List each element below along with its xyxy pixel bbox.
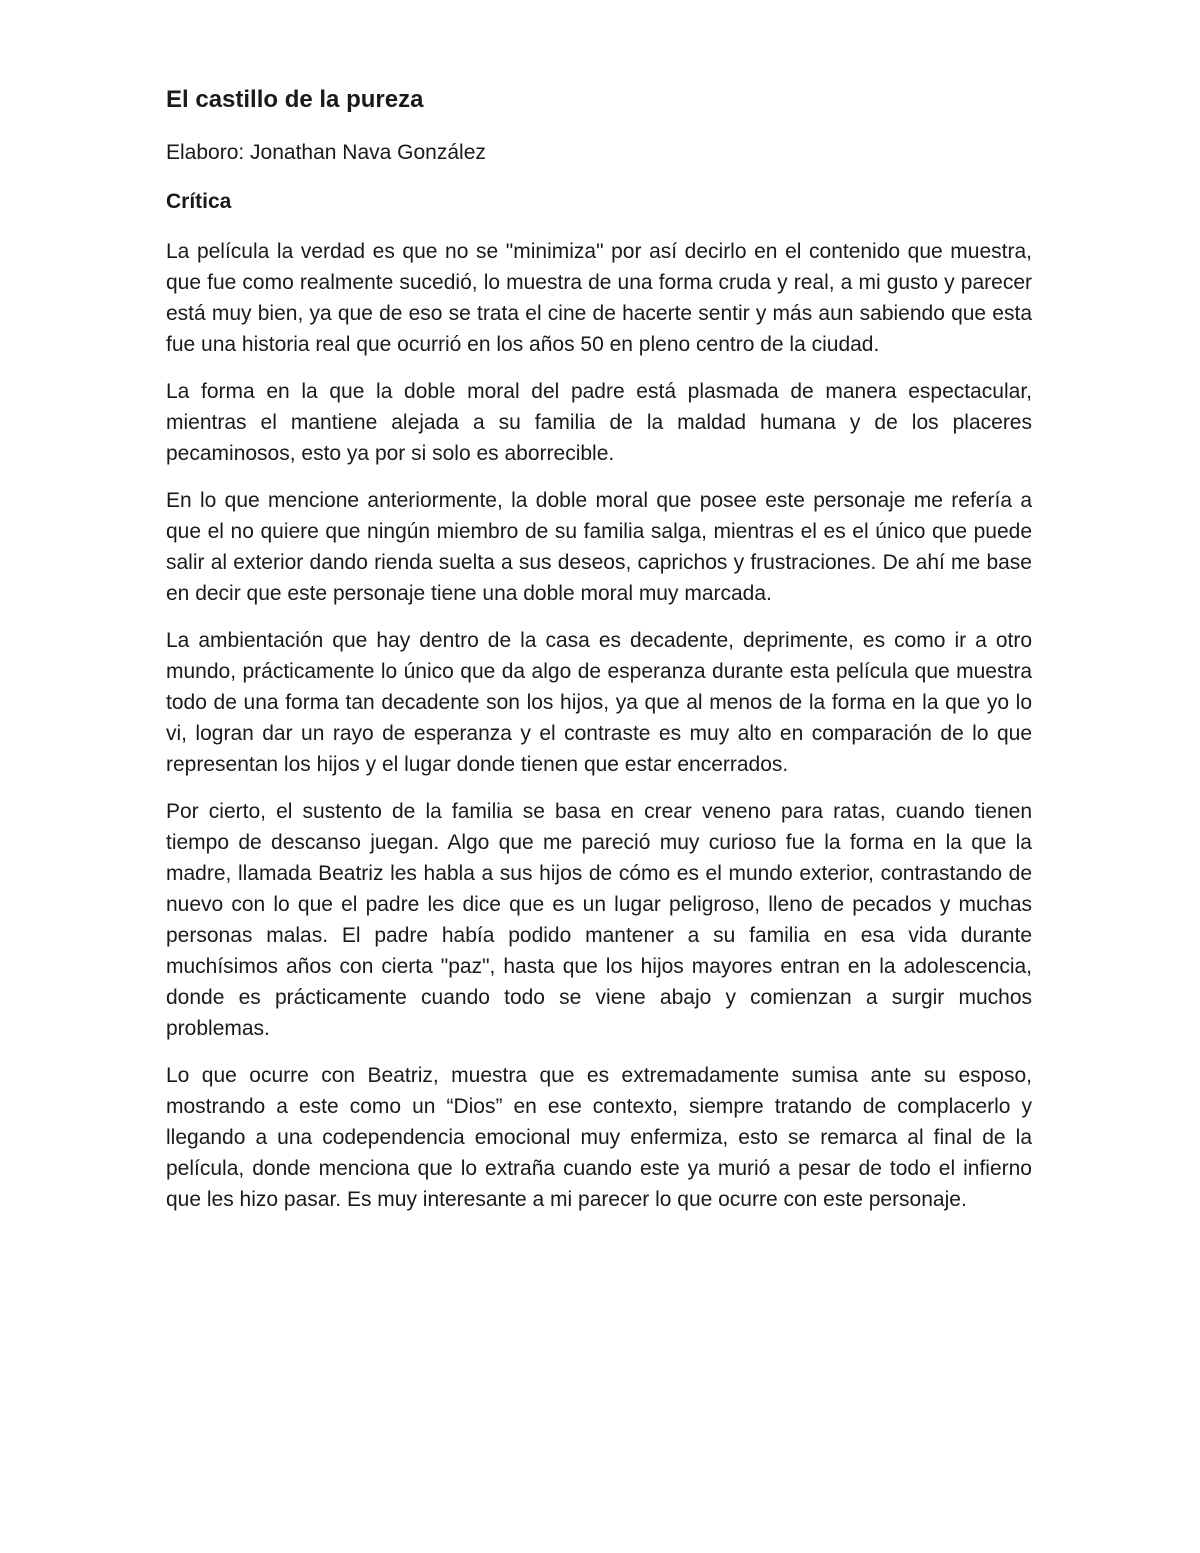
paragraph-1: La película la verdad es que no se "minimiza" por así decirlo en el contenido que muestra, que fue como realmente sucedió, lo muestra de una forma cruda y real, a mi gusto y parecer está muy bien, ya que de eso se trata el cine de hacerte sentir y más aun sabiendo que esta fue una historia real que ocurrió en los años 50 en pleno centro de la ciudad.	[166, 240, 1032, 356]
paragraph-2: La forma en la que la doble moral del padre está plasmada de manera espectacular, mientras el mantiene alejada a su familia de la maldad humana y de los placeres pecaminosos, esto ya por si solo es aborrecible.	[166, 380, 1032, 465]
paragraph-4: La ambientación que hay dentro de la casa es decadente, deprimente, es como ir a otro mundo, prácticamente lo único que da algo de esperanza durante esta película que muestra todo de una forma tan decadente son los hijos, ya que al menos de la forma en la que yo lo vi, logran dar un rayo de esperanza y el contraste es muy alto en comparación de lo que representan los hijos y el lugar donde tienen que estar encerrados.	[166, 629, 1032, 776]
document-page	[166, 84, 1032, 1215]
document-title: El castillo de la pureza	[166, 86, 424, 113]
section-heading: Crítica	[166, 190, 232, 213]
author-line: Elaboro: Jonathan Nava González	[166, 141, 486, 164]
paragraph-3: En lo que mencione anteriormente, la doble moral que posee este personaje me refería a que el no quiere que ningún miembro de su familia salga, mientras el es el único que puede salir al exterior dando rienda suelta a sus deseos, caprichos y frustraciones. De ahí me base en decir que este personaje tiene una doble moral muy marcada.	[166, 489, 1032, 605]
paragraph-5: Por cierto, el sustento de la familia se basa en crear veneno para ratas, cuando tienen tiempo de descanso juegan. Algo que me pareció muy curioso fue la forma en la que la madre, llamada Beatriz les habla a sus hijos de cómo es el mundo exterior, contrastando de nuevo con lo que el padre les dice que es un lugar peligroso, lleno de pecados y muchas personas malas. El padre había podido mantener a su familia en esa vida durante muchísimos años con cierta "paz", hasta que los hijos mayores entran en la adolescencia, donde es prácticamente cuando todo se viene abajo y comienzan a surgir muchos problemas.	[166, 800, 1032, 1040]
paragraph-6: Lo que ocurre con Beatriz, muestra que es extremadamente sumisa ante su esposo, mostrando a este como un “Dios” en ese contexto, siempre tratando de complacerlo y llegando a una codependencia emocional muy enfermiza, esto se remarca al final de la película, donde menciona que lo extraña cuando este ya murió a pesar de todo el infierno que les hizo pasar. Es muy interesante a mi parecer lo que ocurre con este personaje.	[166, 1064, 1032, 1211]
